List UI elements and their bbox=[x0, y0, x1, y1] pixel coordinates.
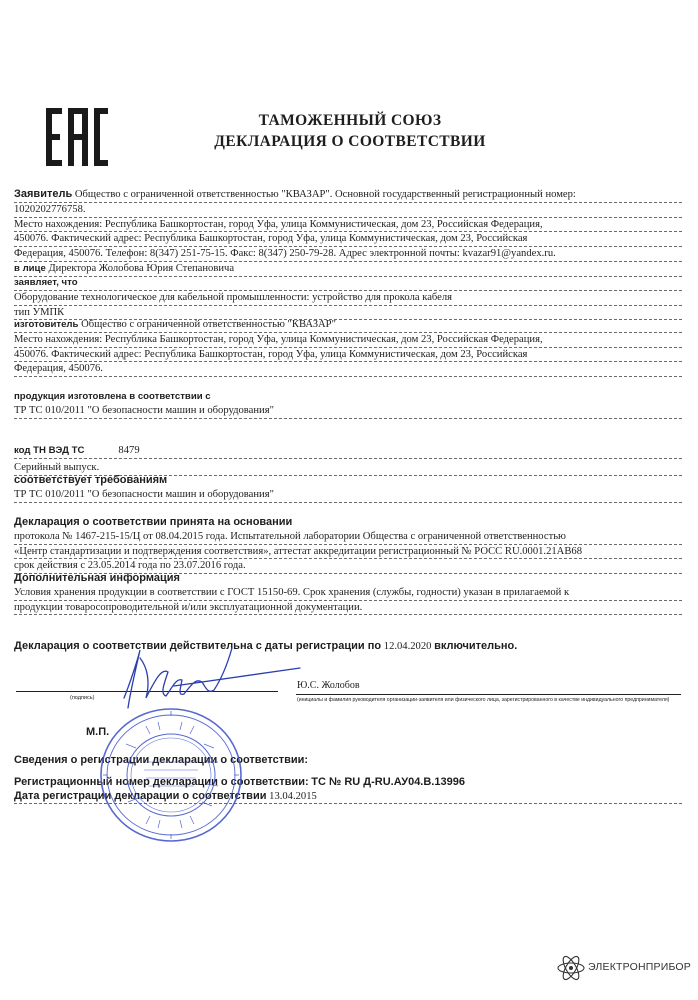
applicant-label: Заявитель bbox=[14, 188, 73, 200]
applicant-section bbox=[14, 188, 682, 277]
code-label: код ТН ВЭД ТС bbox=[14, 445, 85, 456]
registration-date-label: Дата регистрации декларации о соответствии bbox=[14, 789, 267, 802]
additional-line-1: Условия хранения продукции в соответствии с ГОСТ 15150-69. Срок хранения (службы, годности) указан в прилагаемой к bbox=[14, 586, 570, 598]
manufacturer-line-2: Место нахождения: Республика Башкортостан, город Уфа, улица Коммунистическая, дом 23, Российская Федерация, bbox=[14, 333, 543, 345]
declares-section bbox=[14, 276, 682, 320]
manufacturer-label: изготовитель bbox=[14, 319, 79, 330]
requirements-label: соответствует требованиям bbox=[14, 474, 168, 486]
serial-release: Серийный выпуск. bbox=[14, 461, 100, 473]
title-line-2: ДЕКЛАРАЦИЯ О СООТВЕТСТВИИ bbox=[214, 133, 486, 150]
eac-logo bbox=[44, 106, 110, 168]
basis-line-3: срок действия с 23.05.2014 года по 23.07.2016 года. bbox=[14, 560, 246, 572]
seal-place-label: М.П. bbox=[86, 726, 110, 738]
footer-brand: ЭЛЕКТРОНПРИБОР bbox=[588, 961, 691, 973]
additional-line-2: продукции товаросопроводительной и/или эксплуатационной документации. bbox=[14, 601, 363, 613]
applicant-line-4: 450076. Фактический адрес: Республика Башкортостан, город Уфа, улица Коммунистическая, дом 23, Российская bbox=[14, 233, 528, 245]
requirements-value: ТР ТС 010/2011 "О безопасности машин и оборудования" bbox=[14, 488, 274, 500]
applicant-line-2: 1020202776758. bbox=[14, 203, 86, 215]
code-value: 8479 bbox=[118, 445, 140, 456]
registration-header: Сведения о регистрации декларации о соответствии: bbox=[14, 754, 309, 766]
applicant-line-1: Общество с ограниченной ответственностью "КВАЗАР". Основной государственный регистрационный номер: bbox=[74, 189, 576, 200]
signature-caption: (подпись) bbox=[70, 695, 95, 701]
produced-label: продукция изготовлена в соответствии с bbox=[14, 391, 211, 402]
manufacturer-section bbox=[14, 318, 682, 377]
manufacturer-line-1: Общество с ограниченной ответственностью "КВАЗАР" bbox=[81, 319, 336, 330]
basis-label: Декларация о соответствии принята на основании bbox=[14, 516, 293, 528]
requirements-section bbox=[14, 474, 682, 503]
produced-value: ТР ТС 010/2011 "О безопасности машин и оборудования" bbox=[14, 404, 274, 416]
person-label: в лице bbox=[14, 262, 46, 274]
declares-line-2: тип УМПК bbox=[14, 306, 65, 318]
additional-label: Дополнительная информация bbox=[14, 572, 180, 584]
signer-caption: (инициалы и фамилия руководителя организации-заявителя или физического лица, зарегистрированного в качестве индивидуального предпринимателя) bbox=[297, 697, 670, 703]
registration-date-value: 13.04.2015 bbox=[269, 790, 317, 802]
manufacturer-line-4: Федерация, 450076. bbox=[14, 363, 103, 375]
basis-section bbox=[14, 516, 682, 574]
applicant-line-3: Место нахождения: Республика Башкортостан, город Уфа, улица Коммунистическая, дом 23, Российская Федерация, bbox=[14, 218, 543, 230]
basis-line-2: «Центр стандартизации и подтверждения соответствия», аттестат аккредитации регистрационный № РОСС RU.0001.21АВ68 bbox=[14, 545, 582, 557]
title-line-1: ТАМОЖЕННЫЙ СОЮЗ bbox=[258, 112, 442, 129]
validity-suffix: включительно. bbox=[434, 640, 518, 652]
applicant-line-5: Федерация, 450076. Телефон: 8(347) 251-75-15. Факс: 8(347) 250-79-28. Адрес электронной почты: kvazar91@yandex.ru. bbox=[14, 248, 556, 260]
validity-date: 12.04.2020 bbox=[383, 641, 432, 652]
validity-label: Декларация о соответствии действительна с даты регистрации по bbox=[14, 640, 382, 652]
registration-number-value: ТС № RU Д-RU.АУ04.В.13996 bbox=[311, 775, 465, 788]
registration-number-label: Регистрационный номер декларации о соответствии: bbox=[14, 775, 309, 788]
signer-name: Ю.С. Жолобов bbox=[297, 680, 360, 691]
declares-label: заявляет, что bbox=[14, 277, 78, 288]
company-stamp bbox=[96, 704, 246, 846]
person-value: Директора Жолобова Юрия Степановича bbox=[48, 262, 235, 274]
additional-section bbox=[14, 572, 682, 615]
manufacturer-line-3: 450076. Фактический адрес: Республика Башкортостан, город Уфа, улица Коммунистическая, дом 23, Российская bbox=[14, 348, 528, 360]
declares-line-1: Оборудование технологическое для кабельной промышленности: устройство для прокола кабеля bbox=[14, 291, 453, 303]
code-section bbox=[14, 444, 682, 476]
produced-section bbox=[14, 390, 682, 419]
signer-line bbox=[296, 694, 681, 695]
document-title bbox=[140, 110, 560, 152]
basis-line-1: протокола № 1467-215-15/Ц от 08.04.2015 года. Испытательной лаборатории Общества с ограниченной ответственностью bbox=[14, 530, 566, 542]
